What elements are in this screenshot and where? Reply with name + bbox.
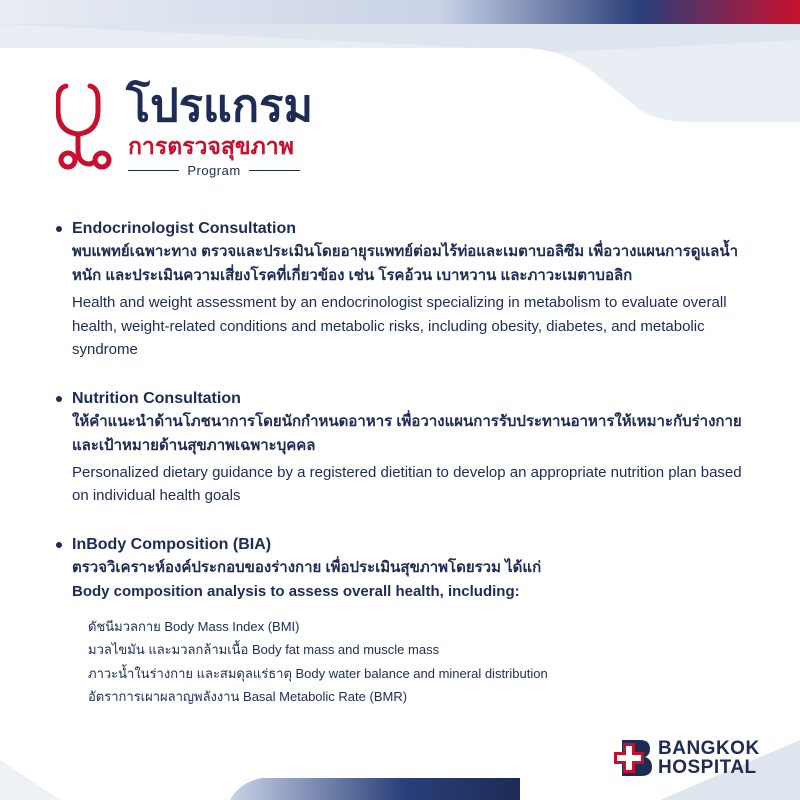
section-inbody [56,534,756,709]
list-item: ดัชนีมวลกาย Body Mass Index (BMI) [88,618,300,634]
program-label-row [128,162,300,178]
bullet-icon [56,396,62,402]
hospital-name-line1: BANGKOK [658,738,760,759]
inbody-measure-list [72,615,756,709]
section-nutrition [56,388,756,508]
program-header [56,80,316,180]
section-title: InBody Composition (BIA) [72,535,272,553]
hospital-name-line2: HOSPITAL [658,757,757,778]
hospital-name [658,739,760,777]
list-item: มวลไขมัน และมวลกล้ามเนื้อ Body fat mass and muscle mass [88,642,440,657]
program-label-en: Program [187,162,241,178]
section-description-th: พบแพทย์เฉพาะทาง ตรวจและประเมินโดยอายุรแพทย์ต่อมไร้ท่อและเมตาบอลิซึม เพื่อวางแผนการดูแลน้ำหนัก และประเมินความเสี่ยงโรคที่เกี่ยวข้อง เช่น โรคอ้วน เบาหวาน และภาวะเมตาบอลิก [72,243,739,284]
section-endocrinologist [56,218,756,362]
section-title: Endocrinologist Consultation [72,220,296,237]
bullet-icon [56,226,62,232]
hospital-cross-icon [614,738,654,778]
section-description-th: ให้คำแนะนำด้านโภชนาการโดยนักกำหนดอาหาร เพื่อวางแผนการรับประทานอาหารให้เหมาะกับร่างกายและเป้าหมายด้านสุขภาพเฉพาะบุคคล [72,412,742,454]
section-title: Nutrition Consultation [72,389,241,407]
bullet-icon [56,542,62,548]
divider-line [249,170,300,171]
divider-line [128,170,179,171]
section-description-en: Health and weight assessment by an endocrinologist specializing in metabolism to evaluate overall health, weight-related conditions and metabolic risks, including obesity, diabetes, and metabolic syndrome [72,294,727,358]
bangkok-hospital-logo [614,738,784,780]
section-description-th: ตรวจวิเคราะห์องค์ประกอบของร่างกาย เพื่อประเมินสุขภาพโดยรวม ได้แก่ [72,558,542,576]
program-title-th: โปรแกรม [126,80,313,131]
section-description-en: Body composition analysis to assess overall health, including: [72,582,520,600]
section-description-en: Personalized dietary guidance by a registered dietitian to develop an appropriate nutrition plan based on individual health goals [72,463,742,504]
program-subtitle-th: การตรวจสุขภาพ [128,133,294,159]
list-item: ภาวะน้ำในร่างกาย และสมดุลแร่ธาตุ Body water balance and mineral distribution [88,665,548,681]
program-content [56,218,756,735]
list-item: อัตราการเผาผลาญพลังงาน Basal Metabolic Rate (BMR) [88,689,408,704]
stethoscope-icon [56,80,120,176]
